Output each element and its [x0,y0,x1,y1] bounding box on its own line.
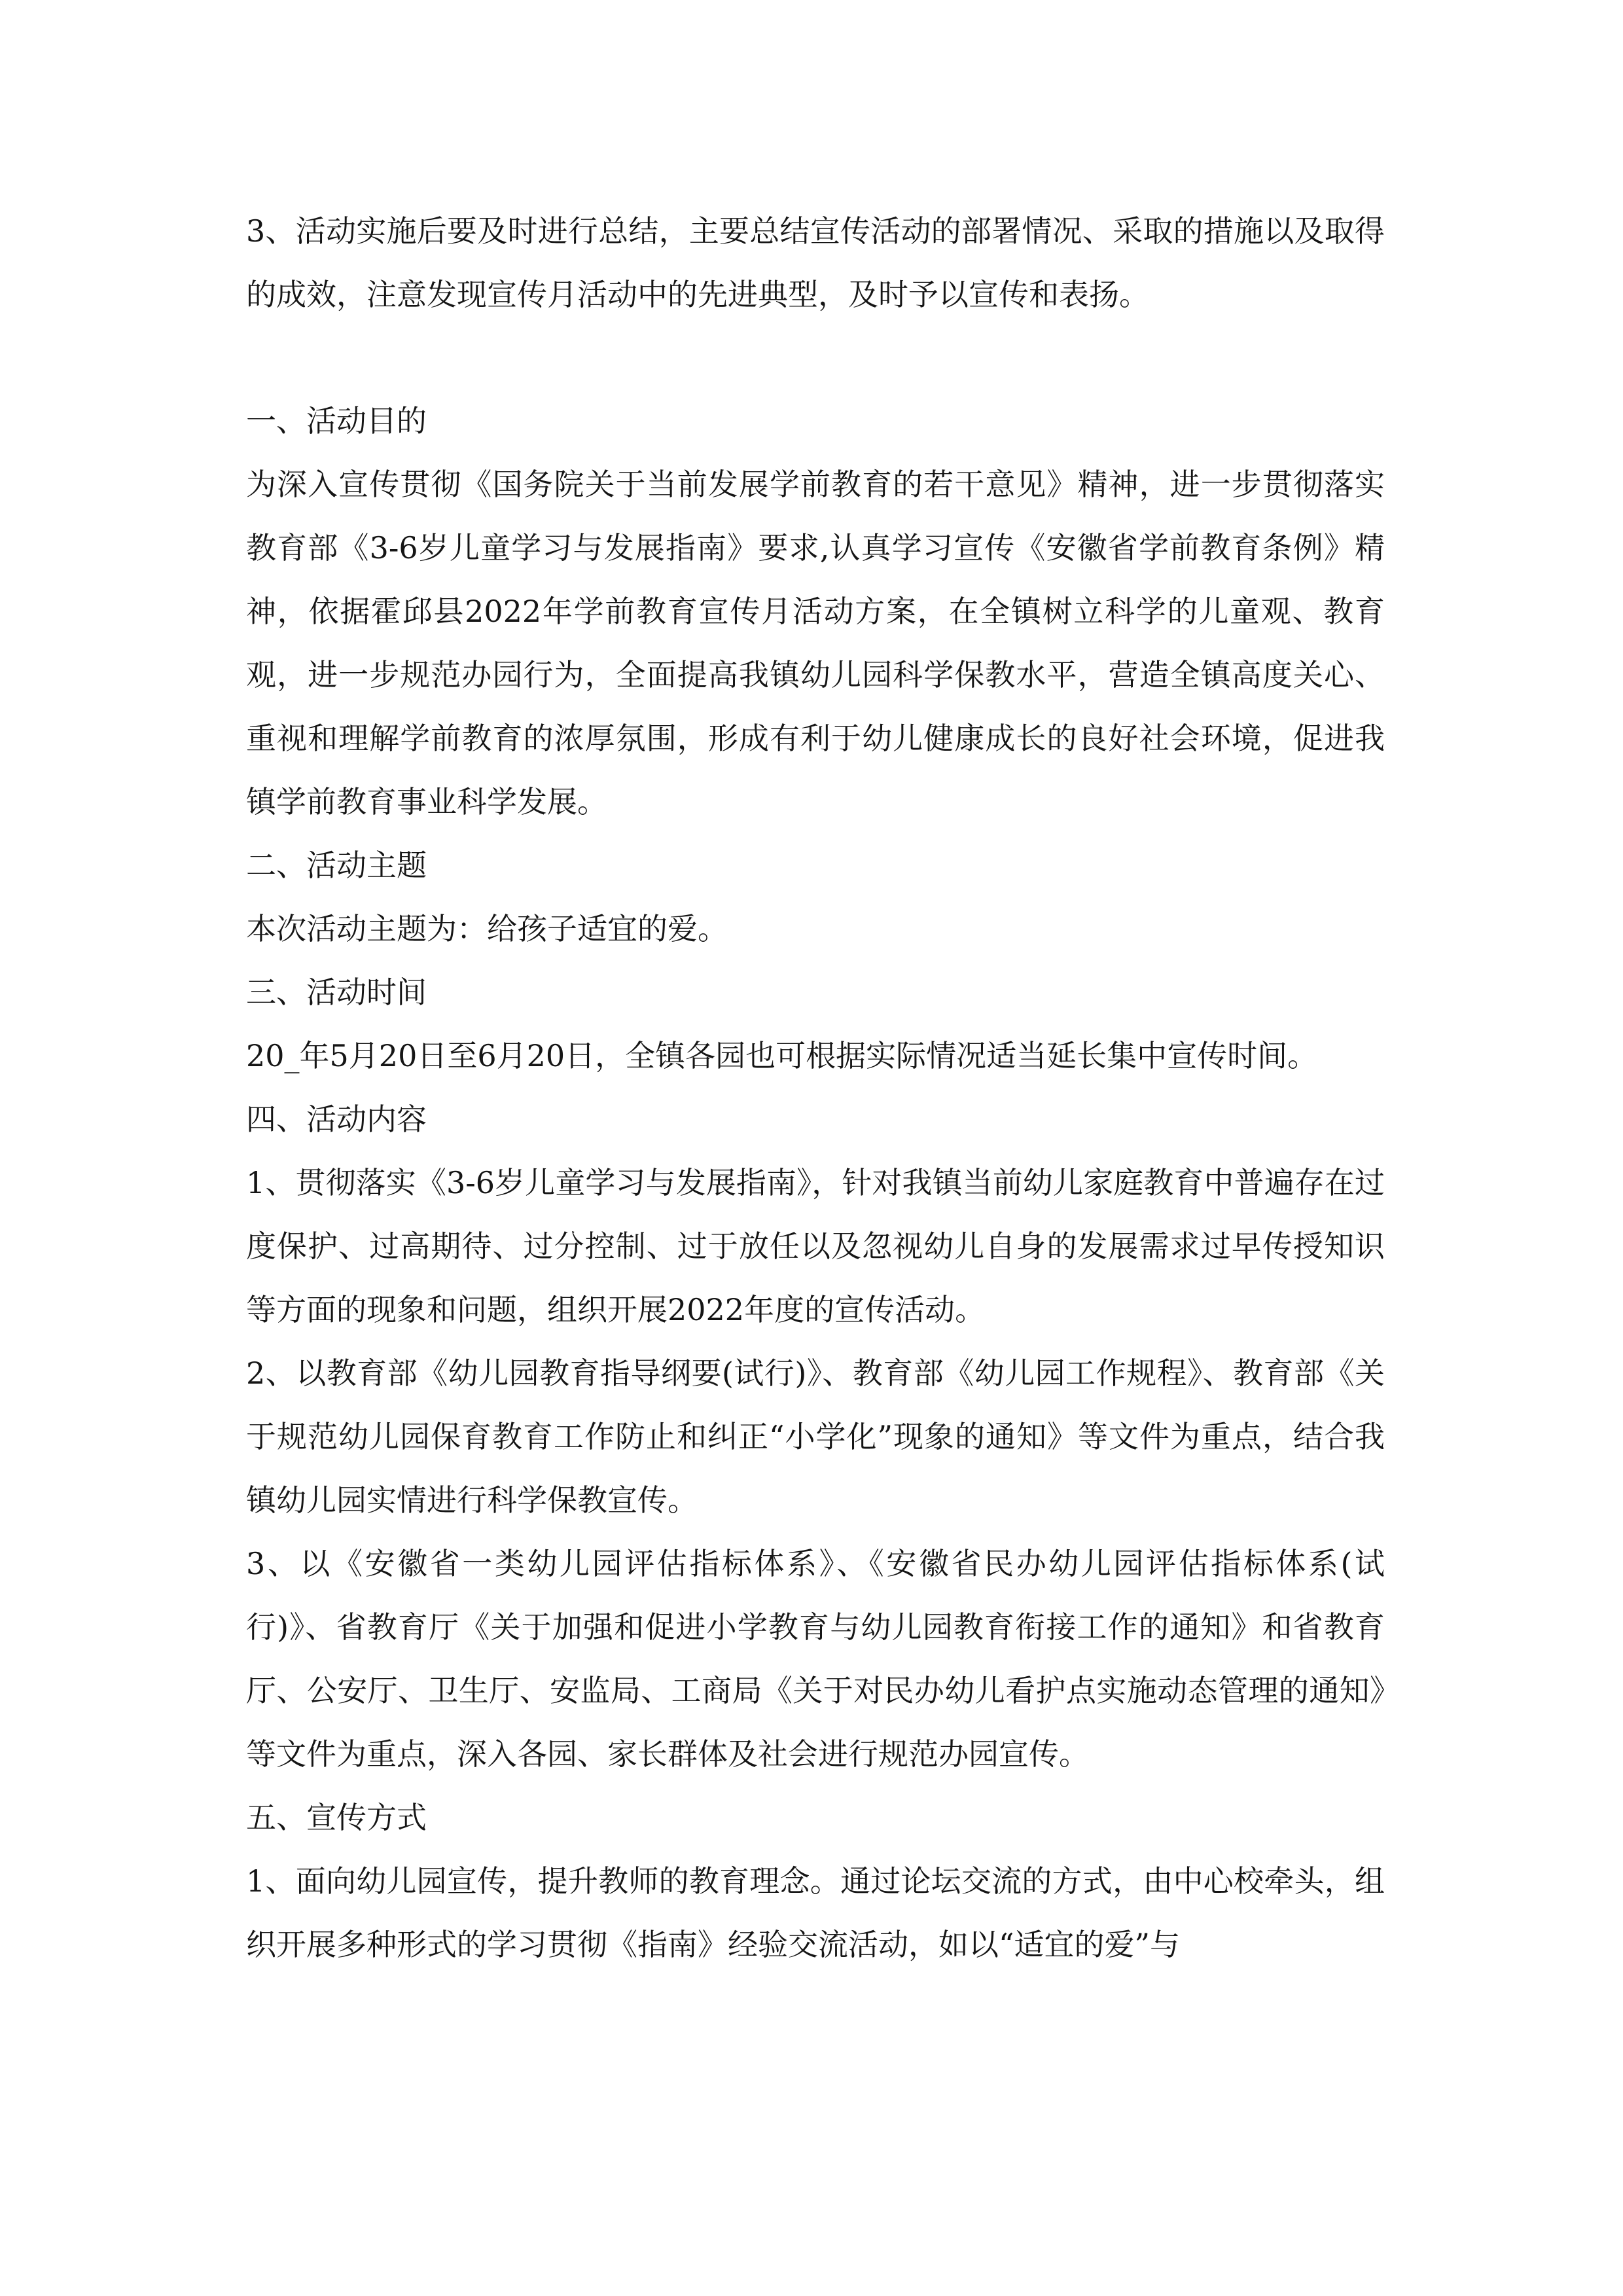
section-publicity-methods [246,1786,1385,1977]
intro-paragraph: 3、活动实施后要及时进行总结，主要总结宣传活动的部署情况、采取的措施以及取得的成效，注意发现宣传月活动中的先进典型，及时予以宣传和表扬。 [246,213,1385,312]
section-heading: 四、活动内容 [246,1102,427,1137]
section-paragraph: 20_年5月20日至6月20日，全镇各园也可根据实际情况适当延长集中宣传时间。 [246,1038,1318,1073]
section-heading: 五、宣传方式 [246,1800,427,1835]
section-heading: 二、活动主题 [246,848,427,883]
section-content [246,1088,1385,1786]
section-purpose [246,389,1385,834]
section-heading: 一、活动目的 [246,403,427,439]
section-theme [246,834,1385,961]
section-heading: 三、活动时间 [246,975,427,1010]
section-paragraph: 3、以《安徽省一类幼儿园评估指标体系》、《安徽省民办幼儿园评估指标体系(试行)》、省教育厅《关于加强和促进小学教育与幼儿园教育衔接工作的通知》和省教育厅、公安厅、卫生厅、安监局、工商局《关于对民办幼儿看护点实施动态管理的通知》等文件为重点，深入各园、家长群体及社会进行规范办园宣传。 [246,1546,1385,1772]
section-paragraph: 本次活动主题为：给孩子适宜的爱。 [246,911,728,946]
section-paragraph: 1、面向幼儿园宣传，提升教师的教育理念。通过论坛交流的方式，由中心校牵头，组织开展多种形式的学习贯彻《指南》经验交流活动，如以“适宜的爱”与 [246,1863,1385,1962]
section-paragraph: 1、贯彻落实《3-6岁儿童学习与发展指南》，针对我镇当前幼儿家庭教育中普遍存在过度保护、过高期待、过分控制、过于放任以及忽视幼儿自身的发展需求过早传授知识等方面的现象和问题，组织开展2022年度的宣传活动。 [246,1165,1385,1327]
section-paragraph: 为深入宣传贯彻《国务院关于当前发展学前教育的若干意见》精神，进一步贯彻落实教育部《3-6岁儿童学习与发展指南》要求,认真学习宣传《安徽省学前教育条例》精神，依据霍邱县2022年学前教育宣传月活动方案，在全镇树立科学的儿童观、教育观，进一步规范办园行为，全面提高我镇幼儿园科学保教水平，营造全镇高度关心、重视和理解学前教育的浓厚氛围，形成有利于幼儿健康成长的良好社会环境，促进我镇学前教育事业科学发展。 [246,467,1385,819]
document-body [246,200,1385,1977]
section-time [246,961,1385,1088]
section-paragraph: 2、以教育部《幼儿园教育指导纲要(试行)》、教育部《幼儿园工作规程》、教育部《关于规范幼儿园保育教育工作防止和纠正“小学化”现象的通知》等文件为重点，结合我镇幼儿园实情进行科学保教宣传。 [246,1355,1385,1518]
paragraph-gap [246,327,1385,389]
